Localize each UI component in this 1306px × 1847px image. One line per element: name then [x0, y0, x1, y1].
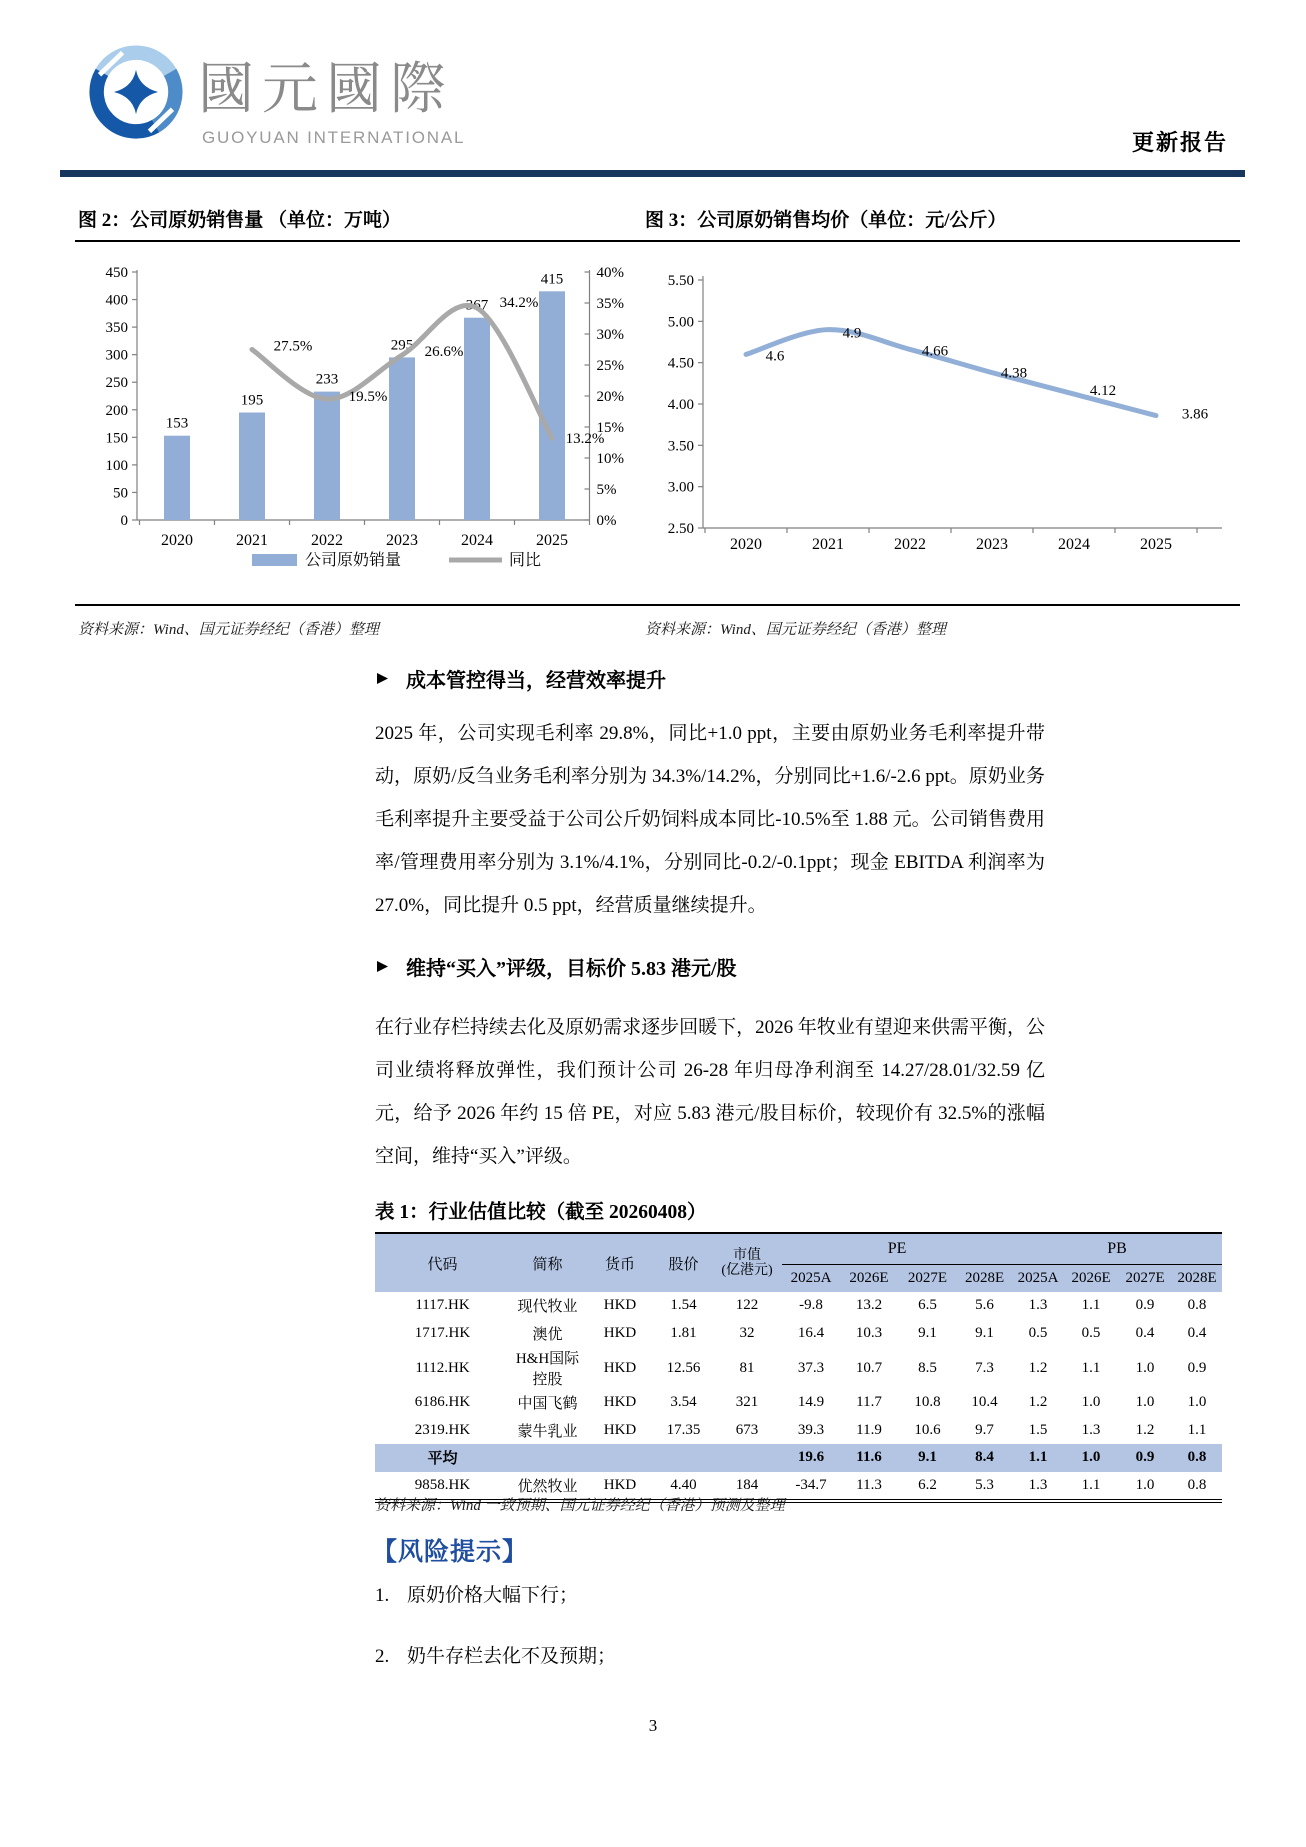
table-cell: 10.4 [971, 1394, 998, 1411]
table-cell: 1117.HK [415, 1297, 470, 1314]
table-cell: 8.4 [957, 1444, 1012, 1472]
svg-text:4.9: 4.9 [842, 325, 862, 342]
fig2-sales-volume-chart [75, 248, 645, 588]
svg-text:153: 153 [165, 415, 189, 432]
table-cell: 10.8 [914, 1394, 941, 1411]
fig3-source: 资料来源：Wind、国元证券经纪（香港）整理 [645, 622, 946, 638]
table-title: 表 1：行业估值比较（截至 20260408） [375, 1202, 707, 1223]
col-header: 代码 [375, 1233, 510, 1292]
table-row [375, 1417, 1222, 1445]
risk-item [375, 1582, 1045, 1609]
table-cell: 0.9 [1187, 1359, 1207, 1376]
svg-text:公司原奶销量: 公司原奶销量 [305, 552, 402, 569]
table-cell: 9.1 [975, 1324, 994, 1341]
svg-text:30%: 30% [596, 327, 624, 343]
group-header-pe: PE [782, 1233, 1012, 1265]
table-cell: 12.56 [666, 1359, 701, 1376]
risk-item-text: 奶牛存栏去化不及预期； [407, 1646, 617, 1667]
report-type-label: 更新报告 [1132, 130, 1229, 155]
table-cell: 13.2 [855, 1297, 883, 1314]
year-header: 2027E [1118, 1265, 1172, 1293]
table-cell: 澳优 [532, 1326, 563, 1343]
table-cell: HKD [603, 1359, 637, 1376]
table-cell: 19.6 [782, 1444, 840, 1472]
paragraph-1: 2025 年，公司实现毛利率 29.8%，同比+1.0 ppt，主要由原奶业务毛利率提升带动，原奶/反刍业务毛利率分别为 34.3%/14.2%，分别同比+1.6/-2.6 ppt。原奶业务毛利率提升主要受益于公司公斤奶饲料成本同比-10.5%至 1.88 元。公司销售费用率/管理费用率分别为 3.1%/4.1%，分别同比-0.2/-0.1ppt；现金 EBITDA 利润率为 27.0%，同比提升 0.5 ppt，经营质量继续提升。 [375, 723, 1045, 916]
svg-text:2020: 2020 [730, 536, 762, 553]
table-cell: 9.1 [898, 1444, 957, 1472]
svg-text:3.00: 3.00 [667, 479, 694, 496]
svg-text:2021: 2021 [236, 532, 268, 549]
table-cell: 11.6 [840, 1444, 898, 1472]
table-cell: 1.1 [1187, 1421, 1207, 1438]
valuation-table-wrap [375, 1232, 1222, 1503]
svg-text:2022: 2022 [311, 532, 343, 549]
svg-text:295: 295 [390, 337, 414, 354]
figure-bottom-rule [75, 604, 1240, 606]
svg-text:2025: 2025 [1140, 536, 1172, 553]
year-header: 2025A [782, 1265, 840, 1293]
table-cell: HKD [603, 1324, 637, 1341]
svg-text:367: 367 [465, 297, 489, 314]
section-bullet-1 [375, 664, 666, 693]
svg-text:4.50: 4.50 [667, 355, 694, 372]
table-cell: 81 [739, 1359, 755, 1376]
table-cell: 1717.HK [414, 1324, 471, 1341]
table-cell [585, 1444, 655, 1472]
svg-text:3.50: 3.50 [667, 438, 694, 455]
table-cell: 5.3 [957, 1472, 1012, 1500]
table-cell: 0.5 [1081, 1324, 1101, 1341]
table-cell: 5.6 [975, 1297, 994, 1314]
brand-name-cn: 國元國際 [198, 59, 454, 121]
group-header-pb: PB [1012, 1233, 1222, 1265]
section-bullet-2-label: 维持“买入”评级，目标价 5.83 港元/股 [406, 958, 737, 980]
arrow-bullet-icon [375, 959, 390, 974]
svg-text:10%: 10% [596, 451, 624, 467]
table-cell: 1.2 [1135, 1421, 1155, 1438]
svg-text:195: 195 [240, 392, 264, 409]
svg-text:20%: 20% [596, 389, 624, 405]
svg-text:2023: 2023 [386, 532, 418, 549]
svg-text:50: 50 [113, 485, 128, 502]
svg-text:15%: 15% [596, 420, 624, 436]
svg-text:2023: 2023 [976, 536, 1008, 553]
svg-text:2025: 2025 [536, 532, 568, 549]
table-cell: 7.3 [975, 1359, 994, 1376]
table-cell: 9.7 [975, 1421, 994, 1438]
svg-text:100: 100 [105, 457, 128, 474]
table-cell: 6186.HK [414, 1394, 471, 1411]
svg-text:40%: 40% [596, 265, 624, 281]
svg-text:13.2%: 13.2% [565, 431, 605, 448]
table-cell: 6.5 [918, 1297, 937, 1314]
svg-text:4.00: 4.00 [667, 397, 694, 413]
table-cell: 39.3 [797, 1421, 825, 1438]
table-cell: 10.7 [855, 1359, 883, 1376]
table-cell: 1.0 [1081, 1394, 1101, 1411]
page-number: 3 [648, 1716, 658, 1735]
svg-text:5.50: 5.50 [667, 273, 694, 289]
section-bullet-1-label: 成本管控得当，经营效率提升 [406, 670, 666, 692]
col-header: 股价 [655, 1233, 712, 1292]
svg-text:150: 150 [105, 430, 128, 447]
svg-text:25%: 25% [596, 358, 624, 374]
svg-text:2021: 2021 [812, 536, 844, 553]
svg-text:4.66: 4.66 [921, 343, 949, 360]
svg-text:250: 250 [105, 375, 128, 392]
table-cell: 32 [739, 1324, 755, 1341]
table-cell: 1.81 [670, 1324, 697, 1341]
table-cell: 中国飞鹤 [517, 1396, 578, 1413]
fig2-title: 图 2：公司原奶销售量 （单位：万吨） [78, 210, 402, 231]
table-cell: 11.9 [856, 1421, 882, 1438]
table-cell: 1.3 [1028, 1297, 1048, 1314]
svg-text:0: 0 [120, 513, 128, 529]
col-header: 货币 [585, 1233, 655, 1292]
table-cell: 优然牧业 [510, 1472, 585, 1500]
svg-text:2020: 2020 [161, 532, 193, 549]
figure-title-underline [75, 240, 1240, 242]
table-cell: 10.3 [855, 1324, 883, 1341]
table-cell: 11.3 [840, 1472, 898, 1500]
risk-item-number: 1. [375, 1585, 390, 1606]
table-row [375, 1389, 1222, 1417]
table-cell: 14.9 [797, 1394, 825, 1411]
svg-text:3.86: 3.86 [1181, 406, 1209, 423]
table-cell: 2319.HK [414, 1421, 471, 1438]
table-cell: 0.9 [1135, 1297, 1155, 1314]
table-cell: -34.7 [782, 1472, 840, 1500]
table-cell: -9.8 [799, 1297, 823, 1314]
svg-text:400: 400 [105, 292, 128, 309]
table-row [375, 1444, 1222, 1472]
table-cell: 1.1 [1012, 1444, 1064, 1472]
table-cell: 0.8 [1187, 1297, 1207, 1314]
svg-text:200: 200 [105, 402, 128, 419]
table-cell: 184 [712, 1472, 782, 1500]
table-row [375, 1347, 1222, 1389]
table-cell: 11.7 [856, 1394, 882, 1411]
col-header-mcap: 市值 (亿港元) [712, 1233, 782, 1292]
section-bullet-2 [375, 952, 737, 981]
fig3-avg-price-chart [645, 248, 1240, 588]
col-header: 简称 [510, 1233, 585, 1292]
table-cell: 0.4 [1135, 1324, 1155, 1341]
fig3-title: 图 3：公司原奶销售均价（单位：元/公斤） [645, 210, 1007, 231]
svg-text:4.6: 4.6 [765, 348, 785, 365]
svg-text:2022: 2022 [894, 536, 926, 553]
table-cell: 0.9 [1118, 1444, 1172, 1472]
table-cell: 8.5 [918, 1359, 937, 1376]
table-cell: 9858.HK [375, 1472, 510, 1500]
svg-text:350: 350 [105, 320, 128, 337]
table-cell: 4.40 [655, 1472, 712, 1500]
table-cell: 现代牧业 [517, 1299, 578, 1316]
year-header: 2027E [898, 1265, 957, 1293]
table-cell: 16.4 [797, 1324, 825, 1341]
svg-text:同比: 同比 [509, 552, 542, 569]
svg-text:415: 415 [540, 271, 564, 288]
svg-text:2024: 2024 [1058, 536, 1090, 553]
risk-item [375, 1643, 1045, 1670]
valuation-table-body [375, 1292, 1222, 1500]
svg-text:27.5%: 27.5% [273, 338, 313, 355]
table-cell: HKD [603, 1394, 637, 1411]
risk-item-number: 2. [375, 1646, 390, 1667]
table-cell: HKD [603, 1421, 637, 1438]
table-cell [655, 1444, 712, 1472]
year-header: 2026E [1064, 1265, 1118, 1293]
svg-text:300: 300 [105, 347, 128, 364]
table-cell [510, 1444, 585, 1472]
table-cell: 1.5 [1028, 1421, 1048, 1438]
svg-text:19.5%: 19.5% [348, 389, 388, 406]
table-cell: 平均 [375, 1444, 510, 1472]
valuation-table [375, 1232, 1222, 1500]
svg-text:5%: 5% [596, 482, 617, 498]
svg-text:2024: 2024 [461, 532, 493, 549]
svg-text:34.2%: 34.2% [499, 295, 539, 311]
table-cell: 6.2 [898, 1472, 957, 1500]
table-cell: 0.5 [1028, 1324, 1048, 1341]
table-cell: 1.1 [1081, 1359, 1101, 1376]
table-cell: 122 [735, 1297, 759, 1314]
table-source: 资料来源：Wind 一致预期、国元证券经纪（香港）预测及整理 [375, 1498, 785, 1514]
table-cell: 1.0 [1118, 1472, 1172, 1500]
valuation-table-head [375, 1233, 1222, 1292]
table-cell: 1.1 [1081, 1297, 1101, 1314]
year-header: 2028E [957, 1265, 1012, 1293]
risk-list [375, 1582, 1045, 1704]
table-row [375, 1320, 1222, 1348]
year-header: 2026E [840, 1265, 898, 1293]
svg-text:4.12: 4.12 [1089, 383, 1117, 400]
svg-text:233: 233 [315, 371, 339, 388]
risk-item-text: 原奶价格大幅下行； [407, 1585, 579, 1606]
table-cell: 0.8 [1172, 1444, 1222, 1472]
year-header: 2028E [1172, 1265, 1222, 1293]
table-cell: 1.2 [1028, 1359, 1048, 1376]
table-cell: 17.35 [666, 1421, 701, 1438]
table-cell: 37.3 [797, 1359, 825, 1376]
table-cell: 1.1 [1064, 1472, 1118, 1500]
year-header: 2025A [1012, 1265, 1064, 1293]
table-cell: 3.54 [670, 1394, 697, 1411]
table-cell: HKD [603, 1297, 637, 1314]
table-cell: 9.1 [918, 1324, 937, 1341]
svg-text:0%: 0% [596, 513, 617, 529]
risk-heading: 【风险提示】 [372, 1539, 529, 1566]
table-cell: 10.6 [914, 1421, 941, 1438]
table-cell: H&H国际控股 [515, 1351, 580, 1388]
guoyuan-logo-icon [88, 44, 184, 145]
table-cell: 1112.HK [415, 1359, 470, 1376]
table-cell: HKD [585, 1472, 655, 1500]
table-cell: 673 [735, 1421, 759, 1438]
svg-text:2.50: 2.50 [667, 521, 694, 537]
table-cell: 1.3 [1012, 1472, 1064, 1500]
table-cell [712, 1444, 782, 1472]
table-cell: 1.2 [1028, 1394, 1048, 1411]
table-cell: 1.3 [1081, 1421, 1101, 1438]
brand-name-en: GUOYUAN INTERNATIONAL [202, 128, 466, 147]
table-row [375, 1292, 1222, 1320]
table-cell: 321 [735, 1394, 759, 1411]
table-cell: 1.54 [670, 1297, 697, 1314]
table-cell: 0.4 [1187, 1324, 1207, 1341]
paragraph-2: 在行业存栏持续去化及原奶需求逐步回暖下，2026 年牧业有望迎来供需平衡，公司业绩将释放弹性，我们预计公司 26-28 年归母净利润至 14.27/28.01/32.59 亿元，给予 2026 年约 15 倍 PE，对应 5.83 港元/股目标价，较现价有 32.5%的涨幅空间，维持“买入”评级。 [375, 1017, 1045, 1167]
svg-text:26.6%: 26.6% [424, 344, 464, 361]
table-cell: 1.0 [1187, 1394, 1207, 1411]
table-cell: 1.0 [1135, 1359, 1155, 1376]
svg-text:5.00: 5.00 [667, 314, 694, 331]
table-cell: 1.0 [1135, 1394, 1155, 1411]
svg-text:4.38: 4.38 [1000, 365, 1028, 382]
header-divider-rule [60, 170, 1245, 177]
fig2-source: 资料来源：Wind、国元证券经纪（香港）整理 [78, 622, 379, 638]
arrow-bullet-icon [375, 671, 390, 686]
table-cell: 蒙牛乳业 [517, 1423, 578, 1440]
svg-text:35%: 35% [596, 296, 624, 312]
svg-text:450: 450 [105, 265, 128, 281]
table-cell: 1.0 [1064, 1444, 1118, 1472]
table-cell: 0.8 [1172, 1472, 1222, 1500]
